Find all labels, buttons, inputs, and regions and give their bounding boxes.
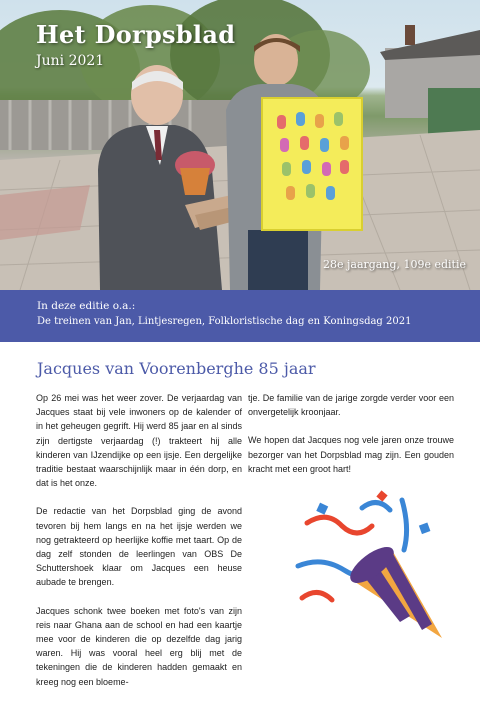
article-paragraph: tje. De familie van de jarige zorgde verder voor een onvergetelijk kroonjaar. bbox=[248, 393, 454, 418]
issue-date: Juni 2021 bbox=[36, 53, 105, 69]
cover-photo bbox=[0, 0, 480, 290]
contents-topics: De treinen van Jan, Lintjesregen, Folkloristische dag en Koningsdag 2021 bbox=[37, 316, 412, 327]
article-paragraph: De redactie van het Dorpsblad ging de avond tevoren bij hem langs en na het ijsje werden we nog getrakteerd op heerlijke koffie met taart. Op de dag zelf stonden de leerlingen van OBS De Schuttershoek klaar om Jacques een heuse aubade te brengen. bbox=[36, 506, 242, 588]
article-paragraph: We hopen dat Jacques nog vele jaren onze trouwe bezorger van het Dorpsblad mag zijn. Een gouden kracht met een groot hart! bbox=[248, 435, 454, 474]
article-column-right bbox=[248, 391, 454, 490]
contents-label: In deze editie o.a.: bbox=[37, 300, 136, 312]
article-title: Jacques van Voorenberghe 85 jaar bbox=[37, 359, 316, 378]
masthead-title: Het Dorpsblad bbox=[36, 20, 236, 49]
contents-banner bbox=[0, 290, 480, 342]
edition-info: 28e jaargang, 109e editie bbox=[322, 258, 466, 271]
article-paragraph: Jacques schonk twee boeken met foto's van zijn reis naar Ghana aan de school en had een kaartje mee voor de kinderen die op dezelfde dag jarig waren. Hij was vooral heel erg blij met de tekeningen die de kinderen hadden gemaakt en kreeg nog een bloeme- bbox=[36, 605, 242, 687]
party-popper-icon bbox=[292, 488, 452, 648]
article-paragraph: Op 26 mei was het weer zover. De verjaardag van Jacques staat bij vele inwoners op de kalender of in het geheugen gegrift. Hij werd 85 jaar en al sinds zijn dertigste verjaardag (!) trakteert hij alle kinderen van IJzendijke op een ijsje. Een dergelijke traditie bestaat waarschijnlijk maar in één dorp, en dat is het onze. bbox=[36, 393, 242, 489]
article-column-left bbox=[36, 391, 242, 703]
